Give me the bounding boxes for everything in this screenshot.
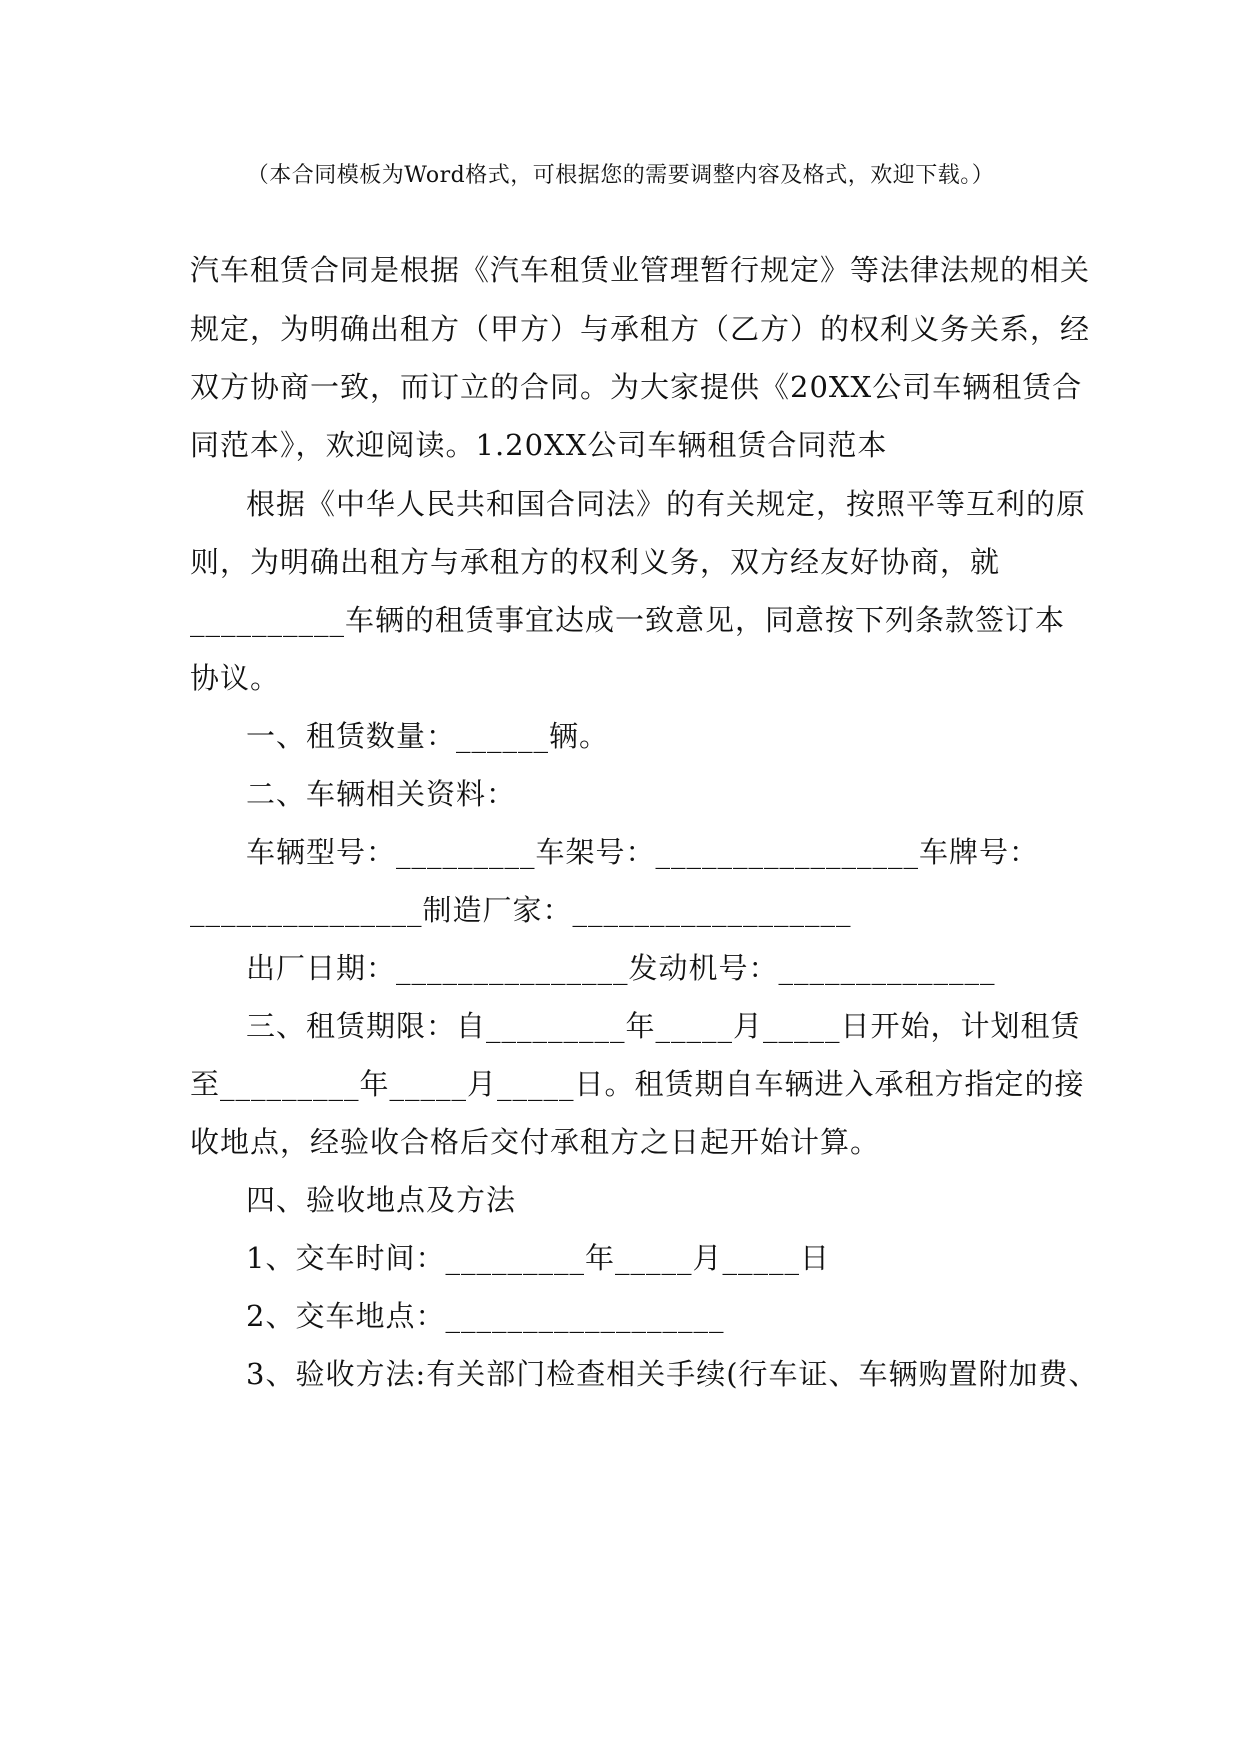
body-line: 汽车租赁合同是根据《汽车租赁业管理暂行规定》等法律法规的相关 <box>190 253 1091 287</box>
body-line: _______________制造厂家：__________________ <box>190 893 852 927</box>
section-heading: 一、租赁数量：______辆。 <box>246 719 610 753</box>
body-line: 双方协商一致，而订立的合同。为大家提供《20XX公司车辆租赁合 <box>190 370 1083 404</box>
section-heading: 二、车辆相关资料： <box>246 777 517 811</box>
template-note: （本合同模板为Word格式，可根据您的需要调整内容及格式，欢迎下载。） <box>246 163 995 188</box>
body-line: __________车辆的租赁事宜达成一致意见，同意按下列条款签订本 <box>190 603 1066 637</box>
body-line: 协议。 <box>190 661 281 695</box>
body-line: 同范本》，欢迎阅读。1.20XX公司车辆租赁合同范本 <box>190 428 888 462</box>
body-line: 收地点，经验收合格后交付承租方之日起开始计算。 <box>190 1125 881 1159</box>
section-heading: 三、租赁期限：自_________年_____月_____日开始，计划租赁 <box>246 1009 1081 1043</box>
body-line: 1、交车时间：_________年_____月_____日 <box>246 1241 830 1275</box>
body-line: 出厂日期：_______________发动机号：______________ <box>246 951 996 985</box>
body-line: 车辆型号：_________车架号：_________________车牌号： <box>246 835 1040 869</box>
body-line: 2、交车地点：__________________ <box>246 1299 725 1333</box>
body-line: 至_________年_____月_____日。租赁期自车辆进入承租方指定的接 <box>190 1067 1085 1101</box>
body-line: 根据《中华人民共和国合同法》的有关规定，按照平等互利的原 <box>246 487 1087 521</box>
body-line: 3、验收方法:有关部门检查相关手续(行车证、车辆购置附加费、 <box>246 1357 1099 1391</box>
section-heading: 四、验收地点及方法 <box>246 1183 517 1217</box>
body-line: 则，为明确出租方与承租方的权利义务，双方经友好协商，就 <box>190 545 1001 579</box>
body-line: 规定，为明确出租方（甲方）与承租方（乙方）的权利义务关系，经 <box>190 312 1091 346</box>
